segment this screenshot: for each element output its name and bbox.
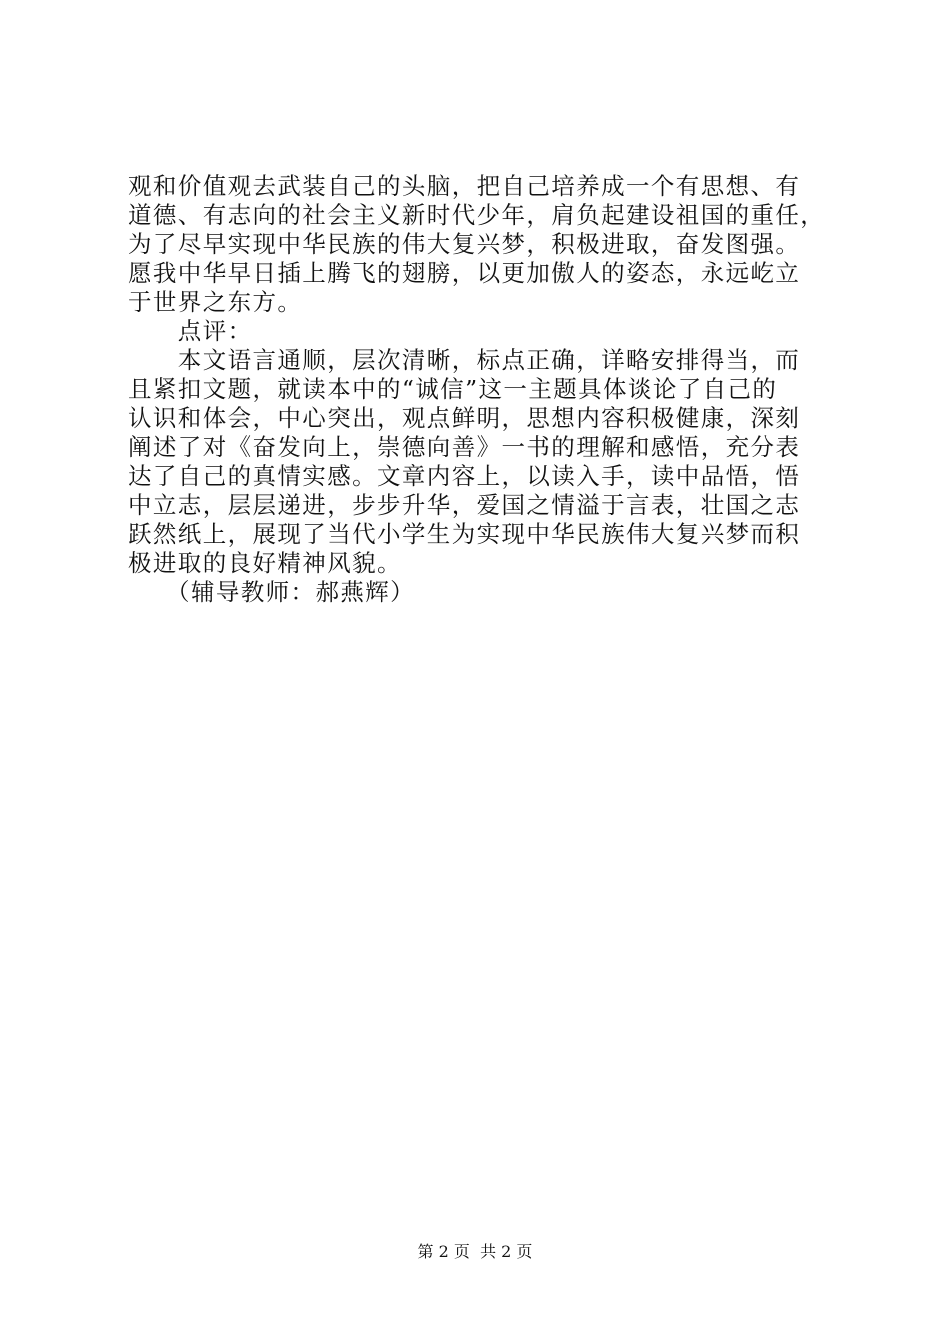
text-line: 于世界之东方。 — [128, 288, 303, 316]
text-line: 阐述了对《奋发向上，崇德向善》一书的理解和感悟，充分表 — [128, 433, 801, 461]
text-line: 跃然纸上，展现了当代小学生为实现中华民族伟大复兴梦而积 — [128, 520, 801, 548]
page-footer — [0, 1240, 950, 1264]
text-line: 观和价值观去武装自己的头脑，把自己培养成一个有思想、有 — [128, 172, 801, 200]
review-heading: 点评： — [128, 317, 253, 345]
text-line: 为了尽早实现中华民族的伟大复兴梦，积极进取，奋发图强。 — [128, 230, 801, 258]
document-body — [128, 172, 838, 607]
page-number: 第 2 页 共 2 页 — [417, 1242, 533, 1261]
text-line: 中立志，层层递进，步步升华，爱国之情溢于言表，壮国之志 — [128, 491, 801, 519]
text-line: 愿我中华早日插上腾飞的翅膀，以更加傲人的姿态，永远屹立 — [128, 259, 801, 287]
teacher-credit: （辅导教师：郝燕辉） — [128, 578, 416, 606]
text-line: 且紧扣文题，就读本中的“诚信”这一主题具体谈论了自己的 — [128, 375, 778, 403]
text-line: 极进取的良好精神风貌。 — [128, 549, 402, 577]
text-line: 认识和体会，中心突出，观点鲜明，思想内容积极健康，深刻 — [128, 404, 801, 432]
text-line: 道德、有志向的社会主义新时代少年，肩负起建设祖国的重任， — [128, 201, 826, 229]
text-line: 达了自己的真情实感。文章内容上，以读入手，读中品悟，悟 — [128, 462, 801, 490]
text-line: 本文语言通顺，层次清晰，标点正确，详略安排得当，而 — [128, 346, 801, 374]
